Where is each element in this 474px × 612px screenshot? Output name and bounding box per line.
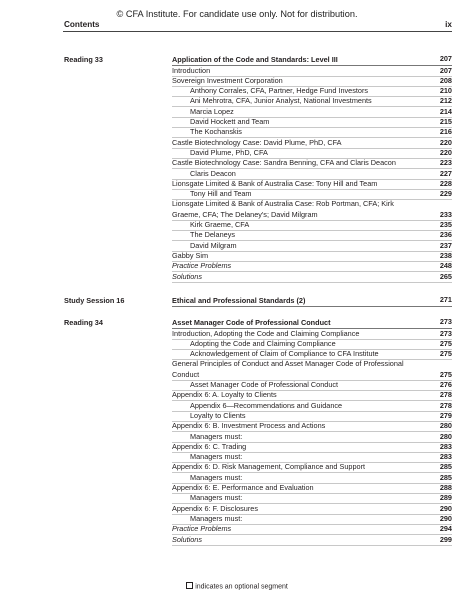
toc-entry-page: 283 [439, 441, 452, 451]
toc-entry [0, 514, 474, 524]
toc-entry [0, 117, 474, 127]
toc-entry [0, 504, 474, 514]
toc-entry-text: Appendix 6—Recommendations and Guidance [190, 400, 343, 410]
toc-entry [0, 86, 474, 96]
toc-entry-text: Claris Deacon [190, 168, 236, 178]
toc-entry [0, 251, 474, 261]
toc-entry-text: Introduction, Adopting the Code and Claiming Compliance [172, 328, 360, 338]
toc-entry-page: 216 [439, 127, 452, 137]
toc-entry-text: Appendix 6: C. Trading [172, 441, 247, 451]
toc-entry [0, 96, 474, 106]
toc-entry [0, 390, 474, 400]
toc-entry-page: 275 [439, 369, 452, 379]
toc-entry-text: Managers must: [190, 493, 243, 503]
toc-entry-text: The Kochanskis [190, 127, 242, 137]
toc-entry-text: David Hockett and Team [190, 117, 270, 126]
running-header-title: Contents [64, 20, 100, 29]
section-title: Application of the Code and Standards: Level III [172, 55, 338, 64]
toc-entry [0, 107, 474, 117]
toc-entry-text: Managers must: [190, 431, 243, 441]
toc-entry-page: 228 [439, 178, 452, 188]
toc-entry [0, 261, 474, 271]
toc-entry-page: 285 [439, 462, 452, 472]
toc-entry-page: 233 [439, 209, 452, 219]
toc-entry-page: 237 [439, 240, 452, 250]
toc-entry-text: Castle Biotechnology Case: Sandra Benning, CFA and Claris Deacon [172, 158, 396, 168]
toc-entry-text: Lionsgate Limited & Bank of Australia Case: Tony Hill and Team [172, 178, 378, 188]
toc-entry-page: 275 [439, 338, 452, 348]
toc-entry [0, 339, 474, 349]
toc-entry-text: Appendix 6: E. Performance and Evaluation [172, 483, 314, 492]
toc-entry [0, 524, 474, 534]
header-rule [63, 31, 452, 32]
toc-entry [0, 483, 474, 493]
title-rule [172, 306, 452, 307]
toc-entry-text: Practice Problems [172, 524, 232, 534]
toc-entry [0, 349, 474, 359]
toc-entry-page: 223 [439, 158, 452, 168]
toc-entry-text: Managers must: [190, 513, 243, 523]
section-title-page-row [0, 295, 474, 305]
toc-entry-text: Kirk Graeme, CFA [190, 220, 250, 229]
section-label: Study Session 16 [64, 296, 125, 305]
toc-entry [0, 329, 474, 339]
toc-entry-text: Loyalty to Clients [190, 410, 246, 420]
toc-entry [0, 138, 474, 148]
watermark: © CFA Institute. For candidate use only. Not for distribution. [116, 9, 358, 19]
toc-entry-text: Tony Hill and Team [190, 189, 252, 199]
toc-entry-page: 248 [439, 261, 452, 271]
toc-entry [0, 473, 474, 483]
toc-entry-page: 294 [439, 524, 452, 534]
section-title: Asset Manager Code of Professional Conduct [172, 318, 331, 327]
toc-entry-page: 280 [439, 421, 452, 431]
toc-entry [0, 241, 474, 251]
toc-entry-page: 227 [439, 168, 452, 178]
toc-entry-text: David Milgram [190, 240, 237, 250]
toc-entry-text: Appendix 6: A. Loyalty to Clients [172, 390, 277, 400]
toc-entry [0, 421, 474, 431]
toc-entry [0, 442, 474, 452]
toc-entry-text: Adopting the Code and Claiming Compliance [190, 338, 336, 348]
toc-entry-text: Practice Problems [172, 261, 232, 271]
toc-entry-text: Castle Biotechnology Case: David Plume, PhD, CFA [172, 137, 342, 147]
toc-entry-page: 215 [439, 117, 452, 126]
toc-entry-text: Sovereign Investment Corporation [172, 75, 283, 85]
toc-entry-page: 288 [439, 483, 452, 492]
toc-entry [0, 158, 474, 168]
toc-entry-page: 207 [439, 65, 452, 75]
toc-entry [0, 169, 474, 179]
toc-entry-text: Introduction [172, 65, 211, 75]
toc-entry-text: Marcia Lopez [190, 106, 234, 116]
toc-entry-page: 289 [439, 493, 452, 503]
toc-entry-page: 280 [439, 431, 452, 441]
footer-text: indicates an optional segment [195, 583, 288, 591]
toc-entry-text: Ani Mehrotra, CFA, Junior Analyst, National Investments [190, 96, 372, 106]
toc-entry-page: 290 [439, 503, 452, 513]
toc-entry-text-cont: Conduct [172, 369, 200, 379]
toc-entry-text: Appendix 6: D. Risk Management, Compliance and Support [172, 462, 366, 472]
toc-entry [0, 462, 474, 472]
toc-entry-page: 220 [439, 147, 452, 157]
section-title: Ethical and Professional Standards (2) [172, 296, 306, 305]
toc-entry-text: The Delaneys [190, 230, 236, 240]
toc-entry [0, 66, 474, 76]
toc-entry-text: Managers must: [190, 452, 243, 462]
toc-entry [0, 535, 474, 545]
toc-entry [0, 411, 474, 421]
toc-entry-text: Solutions [172, 271, 203, 281]
toc-entry-page: 279 [439, 410, 452, 420]
toc-entry [0, 452, 474, 462]
toc-entry [0, 359, 474, 379]
section-title-page: 271 [439, 294, 452, 304]
toc-entry [0, 380, 474, 390]
section-title-page: 207 [439, 53, 452, 63]
toc-entry-text: Solutions [172, 534, 203, 544]
toc-entry [0, 432, 474, 442]
toc-entry [0, 272, 474, 282]
toc-entry-text: General Principles of Conduct and Asset Manager Code of Professional [172, 359, 404, 369]
toc-entry-text: Lionsgate Limited & Bank of Australia Case: Rob Portman, CFA; Kirk [172, 199, 394, 209]
toc-entry [0, 76, 474, 86]
toc-entry-text: Managers must: [190, 472, 243, 482]
toc-entry-text: Appendix 6: F. Disclosures [172, 503, 258, 513]
row-rule [172, 545, 452, 546]
toc-entry-page: 238 [439, 250, 452, 260]
toc-entry-page: 220 [439, 137, 452, 147]
toc-entry-page: 273 [439, 328, 452, 338]
toc-entry-page: 236 [439, 230, 452, 240]
toc-entry-page: 299 [439, 534, 452, 544]
toc-entry [0, 148, 474, 158]
section-label: Reading 34 [64, 318, 103, 327]
toc-entry [0, 199, 474, 219]
toc-entry-page: 285 [439, 472, 452, 482]
toc-entry [0, 493, 474, 503]
toc-entry [0, 401, 474, 411]
toc-entry-text: Acknowledgement of Claim of Compliance to CFA Institute [190, 349, 379, 359]
toc-entry [0, 220, 474, 230]
toc-entry-page: 210 [439, 86, 452, 96]
toc-entry-page: 275 [439, 349, 452, 359]
toc-entry [0, 189, 474, 199]
toc-entry-text: Appendix 6: B. Investment Process and Actions [172, 421, 326, 431]
toc-entry-text: David Plume, PhD, CFA [190, 147, 268, 157]
toc-entry [0, 127, 474, 137]
toc-entry [0, 179, 474, 189]
toc-entry-page: 276 [439, 380, 452, 389]
toc-entry-page: 290 [439, 513, 452, 523]
toc-entry-text: Asset Manager Code of Professional Conduct [190, 380, 339, 389]
toc-entry-page: 278 [439, 390, 452, 400]
toc-entry-text: Anthony Corrales, CFA, Partner, Hedge Fund Investors [190, 86, 369, 96]
section-title-page-row [0, 317, 474, 327]
toc-entry-page: 265 [439, 271, 452, 281]
toc-entry-page: 214 [439, 106, 452, 116]
toc-entry-text: Gabby Sim [172, 250, 209, 260]
row-rule [172, 282, 452, 283]
section-title-page-row [0, 54, 474, 64]
toc-entry-page: 229 [439, 189, 452, 199]
toc-entry-page: 283 [439, 452, 452, 462]
toc-entry-page: 278 [439, 400, 452, 410]
section-label: Reading 33 [64, 55, 103, 64]
toc-entry-page: 235 [439, 220, 452, 229]
toc-entry-page: 212 [439, 96, 452, 106]
footer [0, 583, 474, 590]
optional-segment-box-icon [186, 582, 193, 589]
toc-entry-text-cont: Graeme, CFA; The Delaney's; David Milgram [172, 209, 318, 219]
page-number: ix [445, 20, 452, 29]
toc-entry [0, 230, 474, 240]
section-title-page: 273 [439, 316, 452, 326]
toc-entry-page: 208 [439, 75, 452, 85]
